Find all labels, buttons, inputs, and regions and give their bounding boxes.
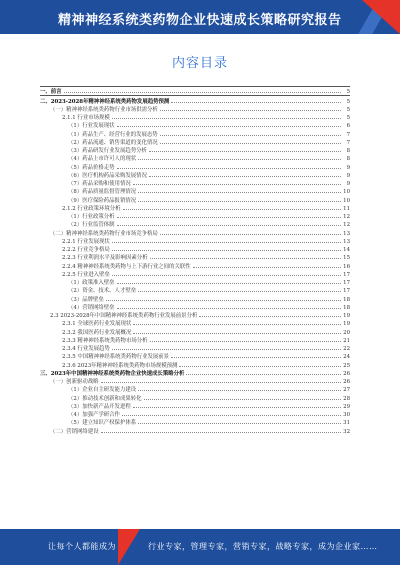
toc-page-number: 24 [343,354,350,361]
toc-leader-dots [199,316,341,317]
toc-entry-text: 2.3.6 2023年精神神经系统类药物市场规模预测 [62,362,178,369]
toc-page-number: 26 [343,379,350,385]
toc-entry[interactable] [40,294,350,302]
toc-entry-text: 2.2.3 行业利润水平及影响因素分析 [62,255,148,262]
table-of-contents [40,86,350,435]
toc-leader-dots [138,291,341,292]
toc-leader-dots [133,407,341,408]
header-red-corner-decoration [362,0,400,34]
toc-entry-text: （3）药品研发行业发展趋势分析 [68,148,147,154]
toc-entry[interactable] [40,385,350,393]
toc-entry-text: 2.3 2023-2028年中国精神神经系统类药物行业发展前景分析 [50,313,198,319]
toc-entry-text: 2.2.2 行业竞争格局 [62,247,110,253]
toc-page-number: 19 [343,321,350,328]
toc-entry[interactable] [40,369,350,377]
toc-page-number: 16 [343,263,350,270]
toc-page-number: 7 [346,131,350,138]
toc-leader-dots [117,225,341,226]
toc-leader-dots [186,374,341,375]
toc-entry[interactable] [40,426,350,434]
toc-heading: 内容目录 [171,56,228,71]
toc-leader-dots [112,118,341,119]
toc-entry[interactable] [40,228,350,236]
toc-leader-dots [106,300,341,301]
toc-entry-text: 2.3.2 我国医药行业发展概况 [62,329,132,336]
toc-page-number: 7 [346,139,350,146]
toc-entry[interactable] [40,352,350,360]
toc-page-number: 15 [343,255,350,262]
toc-page-number: 30 [343,412,350,418]
toc-leader-dots [138,192,341,193]
toc-entry-text: （1）企业自主研发能力建设 [68,387,137,394]
toc-entry-text: （2）药品流通、销售渠道的变化情况 [68,139,158,146]
toc-leader-dots [112,275,341,276]
toc-leader-dots [133,333,341,334]
toc-entry-text: 2.3.4 行业发展趋势 [62,346,110,352]
toc-leader-dots [112,242,341,243]
toc-leader-dots [117,126,341,127]
toc-entry-text: （1）行业发展现状 [68,123,115,130]
toc-page-number: 18 [343,296,350,303]
toc-entry-text: （1）药品生产、经营行业的发展态势 [68,131,158,138]
toc-entry[interactable] [40,212,350,220]
toc-leader-dots [117,217,341,218]
toc-entry-text: （二）精神神经系统类药物行业市场竞争格局 [50,230,158,237]
toc-entry[interactable] [40,95,350,104]
toc-page-number: 8 [346,156,350,163]
toc-entry-text: 2.3.1 全球医药行业发展现状 [62,321,132,328]
toc-entry-text: 2.3.5 中国精神神经系统类药物行业发展前景 [62,354,170,361]
toc-entry-text: 三、2023年中国精神神经系统类药物企业快速成长策略分析 [40,370,185,377]
toc-leader-dots [149,151,341,152]
toc-leader-dots [101,382,341,383]
toc-page-number: 5 [346,89,350,96]
toc-entry[interactable] [40,393,350,401]
toc-page-number: 32 [343,428,350,435]
toc-leader-dots [112,250,341,251]
toc-entry-text: 2.3.3 精神神经系统类药物市场分析 [62,337,148,344]
toc-entry[interactable] [40,319,350,327]
toc-entry-text: 2.2.4 精神神经系统类药物与上下游行业之间的关联性 [62,263,191,270]
toc-page-number: 9 [346,181,350,187]
toc-entry-text: （2）资金、技术、人才壁垒 [68,288,137,295]
toc-entry[interactable] [40,187,350,195]
toc-leader-dots [133,324,341,325]
toc-leader-dots [150,258,341,259]
toc-leader-dots [138,390,341,391]
toc-page-number: 14 [343,247,350,253]
toc-entry[interactable] [40,278,350,286]
toc-page-number: 12 [343,222,350,229]
toc-entry-text: 2.1.1 行业市场规模 [62,115,110,121]
toc-leader-dots [112,349,341,350]
toc-page-number: 21 [343,337,350,344]
toc-page-number: 13 [343,230,350,237]
toc-entry[interactable] [40,154,350,162]
toc-leader-dots [160,143,341,144]
toc-entry[interactable] [40,261,350,269]
toc-entry[interactable] [40,410,350,418]
toc-entry[interactable] [40,336,350,344]
toc-leader-dots [138,423,341,424]
toc-page-number: 10 [343,197,350,204]
toc-leader-dots [193,267,341,268]
toc-page-number: 9 [346,172,350,179]
toc-leader-dots [144,399,341,400]
toc-leader-dots [122,415,341,416]
toc-entry[interactable] [40,286,350,294]
toc-entry-text: 一、前言 [40,89,62,96]
toc-entry-text: （4）加强产学研合作 [68,412,120,418]
toc-leader-dots [179,366,341,367]
toc-page-number: 17 [343,288,350,295]
toc-entry[interactable] [40,344,350,352]
toc-page-number: 22 [343,346,350,352]
toc-entry-text: （二）营销网络建设 [50,428,99,435]
toc-leader-dots [149,176,341,177]
toc-leader-dots [117,283,341,284]
toc-page-number: 18 [343,304,350,311]
toc-leader-dots [133,184,341,185]
toc-leader-dots [171,357,341,358]
toc-page-number: 17 [343,280,350,286]
toc-page-number: 29 [343,403,350,410]
toc-entry[interactable] [40,86,350,95]
toc-page-number: 8 [346,148,350,154]
footer-slogan-left: 让每个人都能成为 [48,542,116,551]
toc-leader-dots [138,201,341,202]
toc-page-number: 11 [343,205,350,212]
toc-entry-text: （一）精神神经系统类药物行业市场供需分析 [50,106,158,113]
report-title: 精神神经系统类药物企业快速成长策略研究报告 [58,13,342,28]
toc-entry-text: （1）行业政策分析 [68,214,115,220]
toc-entry[interactable] [40,245,350,253]
toc-entry[interactable] [40,204,350,212]
toc-entry[interactable] [40,311,350,319]
toc-leader-dots [171,102,341,103]
toc-entry-text: （2）行业监管体制 [68,222,115,229]
toc-entry-text: （2）推动技术创新和成果转化 [68,395,142,402]
toc-entry[interactable] [40,253,350,261]
toc-leader-dots [117,308,341,309]
toc-entry[interactable] [40,402,350,410]
toc-entry-text: （3）品牌壁垒 [68,296,104,303]
toc-entry[interactable] [40,105,350,113]
toc-page-number: 26 [343,370,350,377]
toc-page-number: 5 [346,98,350,105]
toc-page-number: 19 [343,313,350,319]
toc-leader-dots [101,432,341,433]
toc-entry-text: （5）药品价格走势 [68,164,115,171]
toc-entry[interactable] [40,418,350,426]
toc-entry[interactable] [40,171,350,179]
toc-page-number: 20 [343,329,350,336]
toc-entry-text: （7）药品采购和使用情况 [68,181,131,187]
toc-entry-text: （4）营销网络壁垒 [68,304,115,311]
toc-page-number: 25 [343,362,350,369]
toc-page-number: 12 [343,214,350,220]
toc-entry[interactable] [40,220,350,228]
toc-leader-dots [160,234,341,235]
toc-entry-text: 2.1.2 行业政策环境分析 [62,205,121,212]
toc-entry-text: （5）建立知识产权保护体系 [68,420,137,427]
toc-entry[interactable] [40,237,350,245]
footer-red-decoration [118,529,140,565]
toc-entry[interactable] [40,146,350,154]
toc-page-number: 17 [343,271,350,278]
toc-entry[interactable] [40,327,350,335]
toc-page-number: 13 [343,238,350,245]
toc-entry-text: （一）创新驱动战略 [50,379,99,385]
toc-entry[interactable] [40,377,350,385]
toc-entry[interactable] [40,138,350,146]
toc-entry[interactable] [40,129,350,137]
toc-leader-dots [160,110,341,111]
toc-page-number: 27 [343,387,350,394]
footer-slogan-right: 行业专家，管理专家，营销专家，战略专家，成为企业家…… [148,542,378,551]
toc-leader-dots [160,135,341,136]
toc-leader-dots [64,92,341,93]
toc-entry-text: （4）药品上市许可人的现状 [68,156,137,163]
toc-page-number: 6 [346,123,350,130]
toc-page-number: 9 [346,164,350,171]
toc-page-number: 5 [346,115,350,121]
toc-entry-text: 2.2.5 行业进入壁垒 [62,271,110,278]
toc-page-number: 28 [343,395,350,402]
toc-leader-dots [123,209,341,210]
toc-entry[interactable] [40,270,350,278]
toc-entry[interactable] [40,360,350,368]
toc-leader-dots [117,168,341,169]
toc-entry[interactable] [40,121,350,129]
toc-entry-text: 二、2023-2028年精神神经系统类药物发展趋势预测 [40,98,170,105]
toc-page-number: 10 [343,189,350,196]
toc-entry[interactable] [40,179,350,187]
toc-entry-text: （1）政策准入壁垒 [68,280,115,286]
toc-page-number: 31 [343,420,350,427]
toc-entry-text: （9）医疗保险药品报销情况 [68,197,137,204]
toc-entry-text: （6）医疗机构药品采购发展情况 [68,172,147,179]
toc-entry[interactable] [40,195,350,203]
toc-leader-dots [150,341,341,342]
toc-entry[interactable] [40,303,350,311]
toc-entry[interactable] [40,162,350,170]
toc-entry-text: （8）药品质量监督管理情况 [68,189,137,196]
toc-entry-text: （3）加快新产品开发进程 [68,403,131,410]
toc-leader-dots [138,159,341,160]
toc-entry-text: 2.2.1 行业发展现状 [62,238,110,245]
toc-entry[interactable] [40,113,350,121]
toc-page-number: 5 [346,106,350,113]
